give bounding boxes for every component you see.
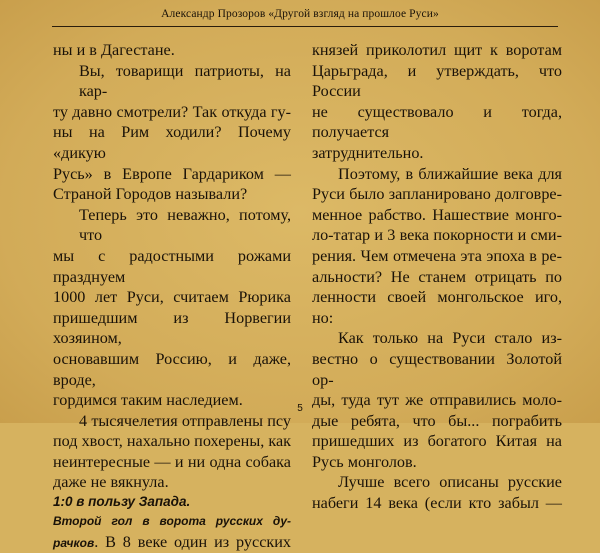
text-line: вестно о существовании Золотой ор- [312, 349, 562, 389]
text-line: ны на Рим ходили? Почему «дикую [53, 123, 291, 162]
text-line: Царьграда, и утверждать, что России [312, 61, 562, 101]
right-column [312, 40, 562, 514]
text-line: под хвост, нахально похерены, как [53, 432, 291, 451]
text-line [53, 510, 291, 532]
page-number: 5 [297, 403, 303, 414]
text-line: гордимся таким наследием. [53, 391, 243, 410]
text-line: ны и в Дагестане. [53, 41, 175, 59]
lead-in-text: рачков [53, 535, 95, 550]
text-line: ды, туда тут же отправились моло- [312, 391, 562, 410]
text-line: неинтересные — и ни одна собака [53, 452, 291, 471]
text-line: пришедшим из Норвегии хозяином, [53, 308, 291, 348]
text-line: основавшим Россию, и даже, вроде, [53, 349, 291, 389]
text-line: Русь монголов. [312, 452, 417, 471]
right-column-lines [312, 40, 562, 514]
text-line: менное рабство. Нашествие монго- [312, 205, 562, 224]
text-line: Как только на Руси стало из- [338, 329, 562, 348]
lead-in-text: Второй гол в ворота русских ду- [53, 514, 291, 529]
running-header: Александр Прозоров «Другой взгляд на прошлое Руси» [161, 8, 439, 20]
text-line: не существовало и тогда, получается [312, 102, 562, 142]
text-line: 4 тысячелетия отправлены псу [79, 411, 291, 430]
text-line: Вы, товарищи патриоты, на кар- [79, 61, 291, 101]
text-line: пришедших из богатого Китая на [312, 432, 562, 451]
text-line: Русь» в Европе Гардариком — [53, 164, 291, 183]
header-rule [52, 26, 558, 27]
text-line: ло-татар и 3 века покорности и сми- [312, 226, 562, 245]
text-line: ленности своей монгольское иго, но: [312, 288, 562, 327]
left-column [53, 40, 291, 553]
text-line: даже не вякнула. [53, 473, 169, 492]
text-line: Руси было запланировано долговре- [312, 185, 562, 204]
text-line: князей приколотил щит к воротам [312, 41, 562, 59]
text-line: альности? Не станем отрицать по [312, 267, 562, 286]
text-line: рения. Чем отмечена эта эпоха в ре- [312, 246, 562, 265]
text-line: Лучше всего описаны русские [338, 473, 562, 492]
text-line: затруднительно. [312, 143, 424, 162]
text-line [53, 532, 291, 553]
text-line: ту давно смотрели? Так откуда гу- [53, 102, 291, 121]
section-heading: 1:0 в пользу Запада. [53, 494, 191, 510]
text-line: мы с радостными рожами празднуем [53, 246, 291, 286]
text-line: Поэтому, в ближайшие века для [338, 164, 562, 183]
text-line: набеги 14 века (если кто забыл — [312, 494, 562, 513]
text-line: 1000 лет Руси, считаем Рюрика [53, 288, 291, 307]
left-column-lines [53, 40, 291, 493]
line-continuation: . В 8 веке один из русских [94, 532, 291, 551]
text-line: Страной Городов называли? [53, 185, 248, 204]
text-line: дые ребята, что бы... пограбить [312, 411, 562, 430]
text-line: Теперь это неважно, потому, что [79, 205, 291, 245]
